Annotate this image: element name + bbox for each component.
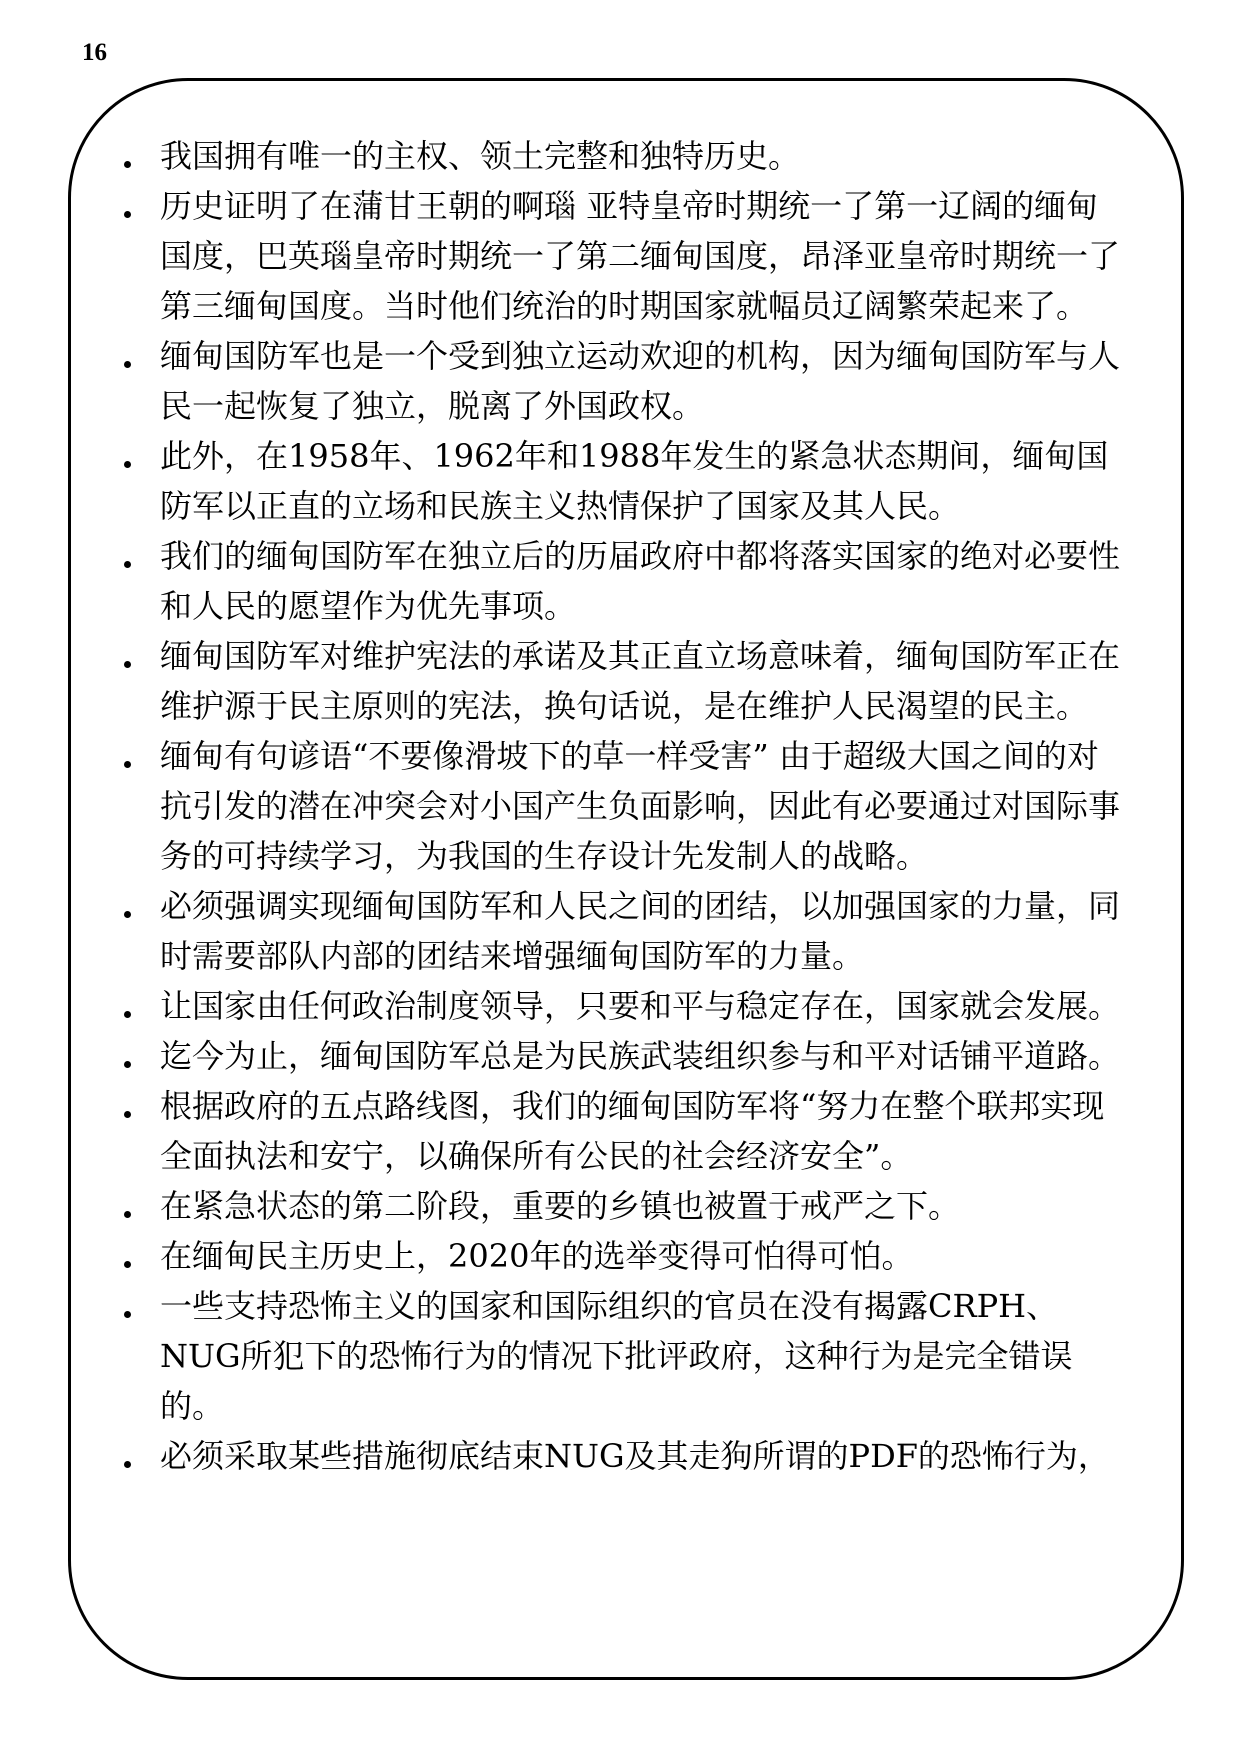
bullet-dot-icon — [124, 461, 131, 468]
bullet-dot-icon — [124, 1461, 131, 1468]
bullet-text: 一些支持恐怖主义的国家和国际组织的官员在没有揭露CRPH、NUG所犯下的恐怖行为的情况下批评政府，这种行为是完全错误的。 — [160, 1287, 1073, 1425]
bullet-text: 缅甸国防军也是一个受到独立运动欢迎的机构，因为缅甸国防军与人民一起恢复了独立，脱离了外国政权。 — [160, 337, 1121, 425]
bullet-dot-icon — [124, 1261, 131, 1268]
bullet-dot-icon — [124, 561, 131, 568]
list-item — [118, 1281, 1128, 1431]
bullet-dot-icon — [124, 1111, 131, 1118]
bullet-dot-icon — [124, 1011, 131, 1018]
list-item — [118, 1081, 1128, 1181]
bullet-dot-icon — [124, 361, 131, 368]
list-item — [118, 531, 1128, 631]
bullet-dot-icon — [124, 1311, 131, 1318]
bullet-dot-icon — [124, 761, 131, 768]
bullet-list — [118, 131, 1128, 1481]
bullet-text: 必须强调实现缅甸国防军和人民之间的团结，以加强国家的力量，同时需要部队内部的团结来增强缅甸国防军的力量。 — [160, 887, 1121, 975]
bullet-dot-icon — [124, 911, 131, 918]
bullet-text: 此外，在1958年、1962年和1988年发生的紧急状态期间，缅甸国防军以正直的立场和民族主义热情保护了国家及其人民。 — [160, 437, 1109, 525]
list-item — [118, 881, 1128, 981]
bullet-text: 在紧急状态的第二阶段，重要的乡镇也被置于戒严之下。 — [160, 1187, 961, 1225]
list-item — [118, 131, 1128, 181]
bullet-text: 缅甸有句谚语“不要像滑坡下的草一样受害” 由于超级大国之间的对抗引发的潜在冲突会对小国产生负面影响，因此有必要通过对国际事务的可持续学习，为我国的生存设计先发制人的战略。 — [160, 737, 1121, 875]
bullet-dot-icon — [124, 1061, 131, 1068]
bullet-dot-icon — [124, 661, 131, 668]
list-item — [118, 1031, 1128, 1081]
list-item — [118, 631, 1128, 731]
list-item — [118, 731, 1128, 881]
list-item — [118, 331, 1128, 431]
bullet-dot-icon — [124, 1211, 131, 1218]
bullet-dot-icon — [124, 161, 131, 168]
bullet-text: 缅甸国防军对维护宪法的承诺及其正直立场意味着，缅甸国防军正在维护源于民主原则的宪法，换句话说，是在维护人民渴望的民主。 — [160, 637, 1121, 725]
bullet-text: 我国拥有唯一的主权、领土完整和独特历史。 — [160, 137, 801, 175]
list-item — [118, 1181, 1128, 1231]
list-item — [118, 1431, 1128, 1481]
page-number: 16 — [82, 39, 107, 66]
list-item — [118, 431, 1128, 531]
bullet-dot-icon — [124, 211, 131, 218]
list-item — [118, 981, 1128, 1031]
list-item — [118, 1231, 1128, 1281]
bullet-text: 迄今为止，缅甸国防军总是为民族武装组织参与和平对话铺平道路。 — [160, 1037, 1121, 1075]
bullet-text: 根据政府的五点路线图，我们的缅甸国防军将“努力在整个联邦实现全面执法和安宁，以确保所有公民的社会经济安全”。 — [160, 1087, 1105, 1175]
bullet-text: 必须采取某些措施彻底结束NUG及其走狗所谓的PDF的恐怖行为， — [160, 1437, 1110, 1475]
bullet-text: 历史证明了在蒲甘王朝的啊瑙 亚特皇帝时期统一了第一辽阔的缅甸国度，巴英瑙皇帝时期统一了第二缅甸国度，昂泽亚皇帝时期统一了第三缅甸国度。当时他们统治的时期国家就幅员辽阔繁荣起来了。 — [160, 187, 1121, 325]
bullet-text: 在缅甸民主历史上，2020年的选举变得可怕得可怕。 — [160, 1237, 914, 1275]
list-item — [118, 181, 1128, 331]
bullet-text: 我们的缅甸国防军在独立后的历届政府中都将落实国家的绝对必要性和人民的愿望作为优先事项。 — [160, 537, 1121, 625]
bullet-text: 让国家由任何政治制度领导，只要和平与稳定存在，国家就会发展。 — [160, 987, 1121, 1025]
